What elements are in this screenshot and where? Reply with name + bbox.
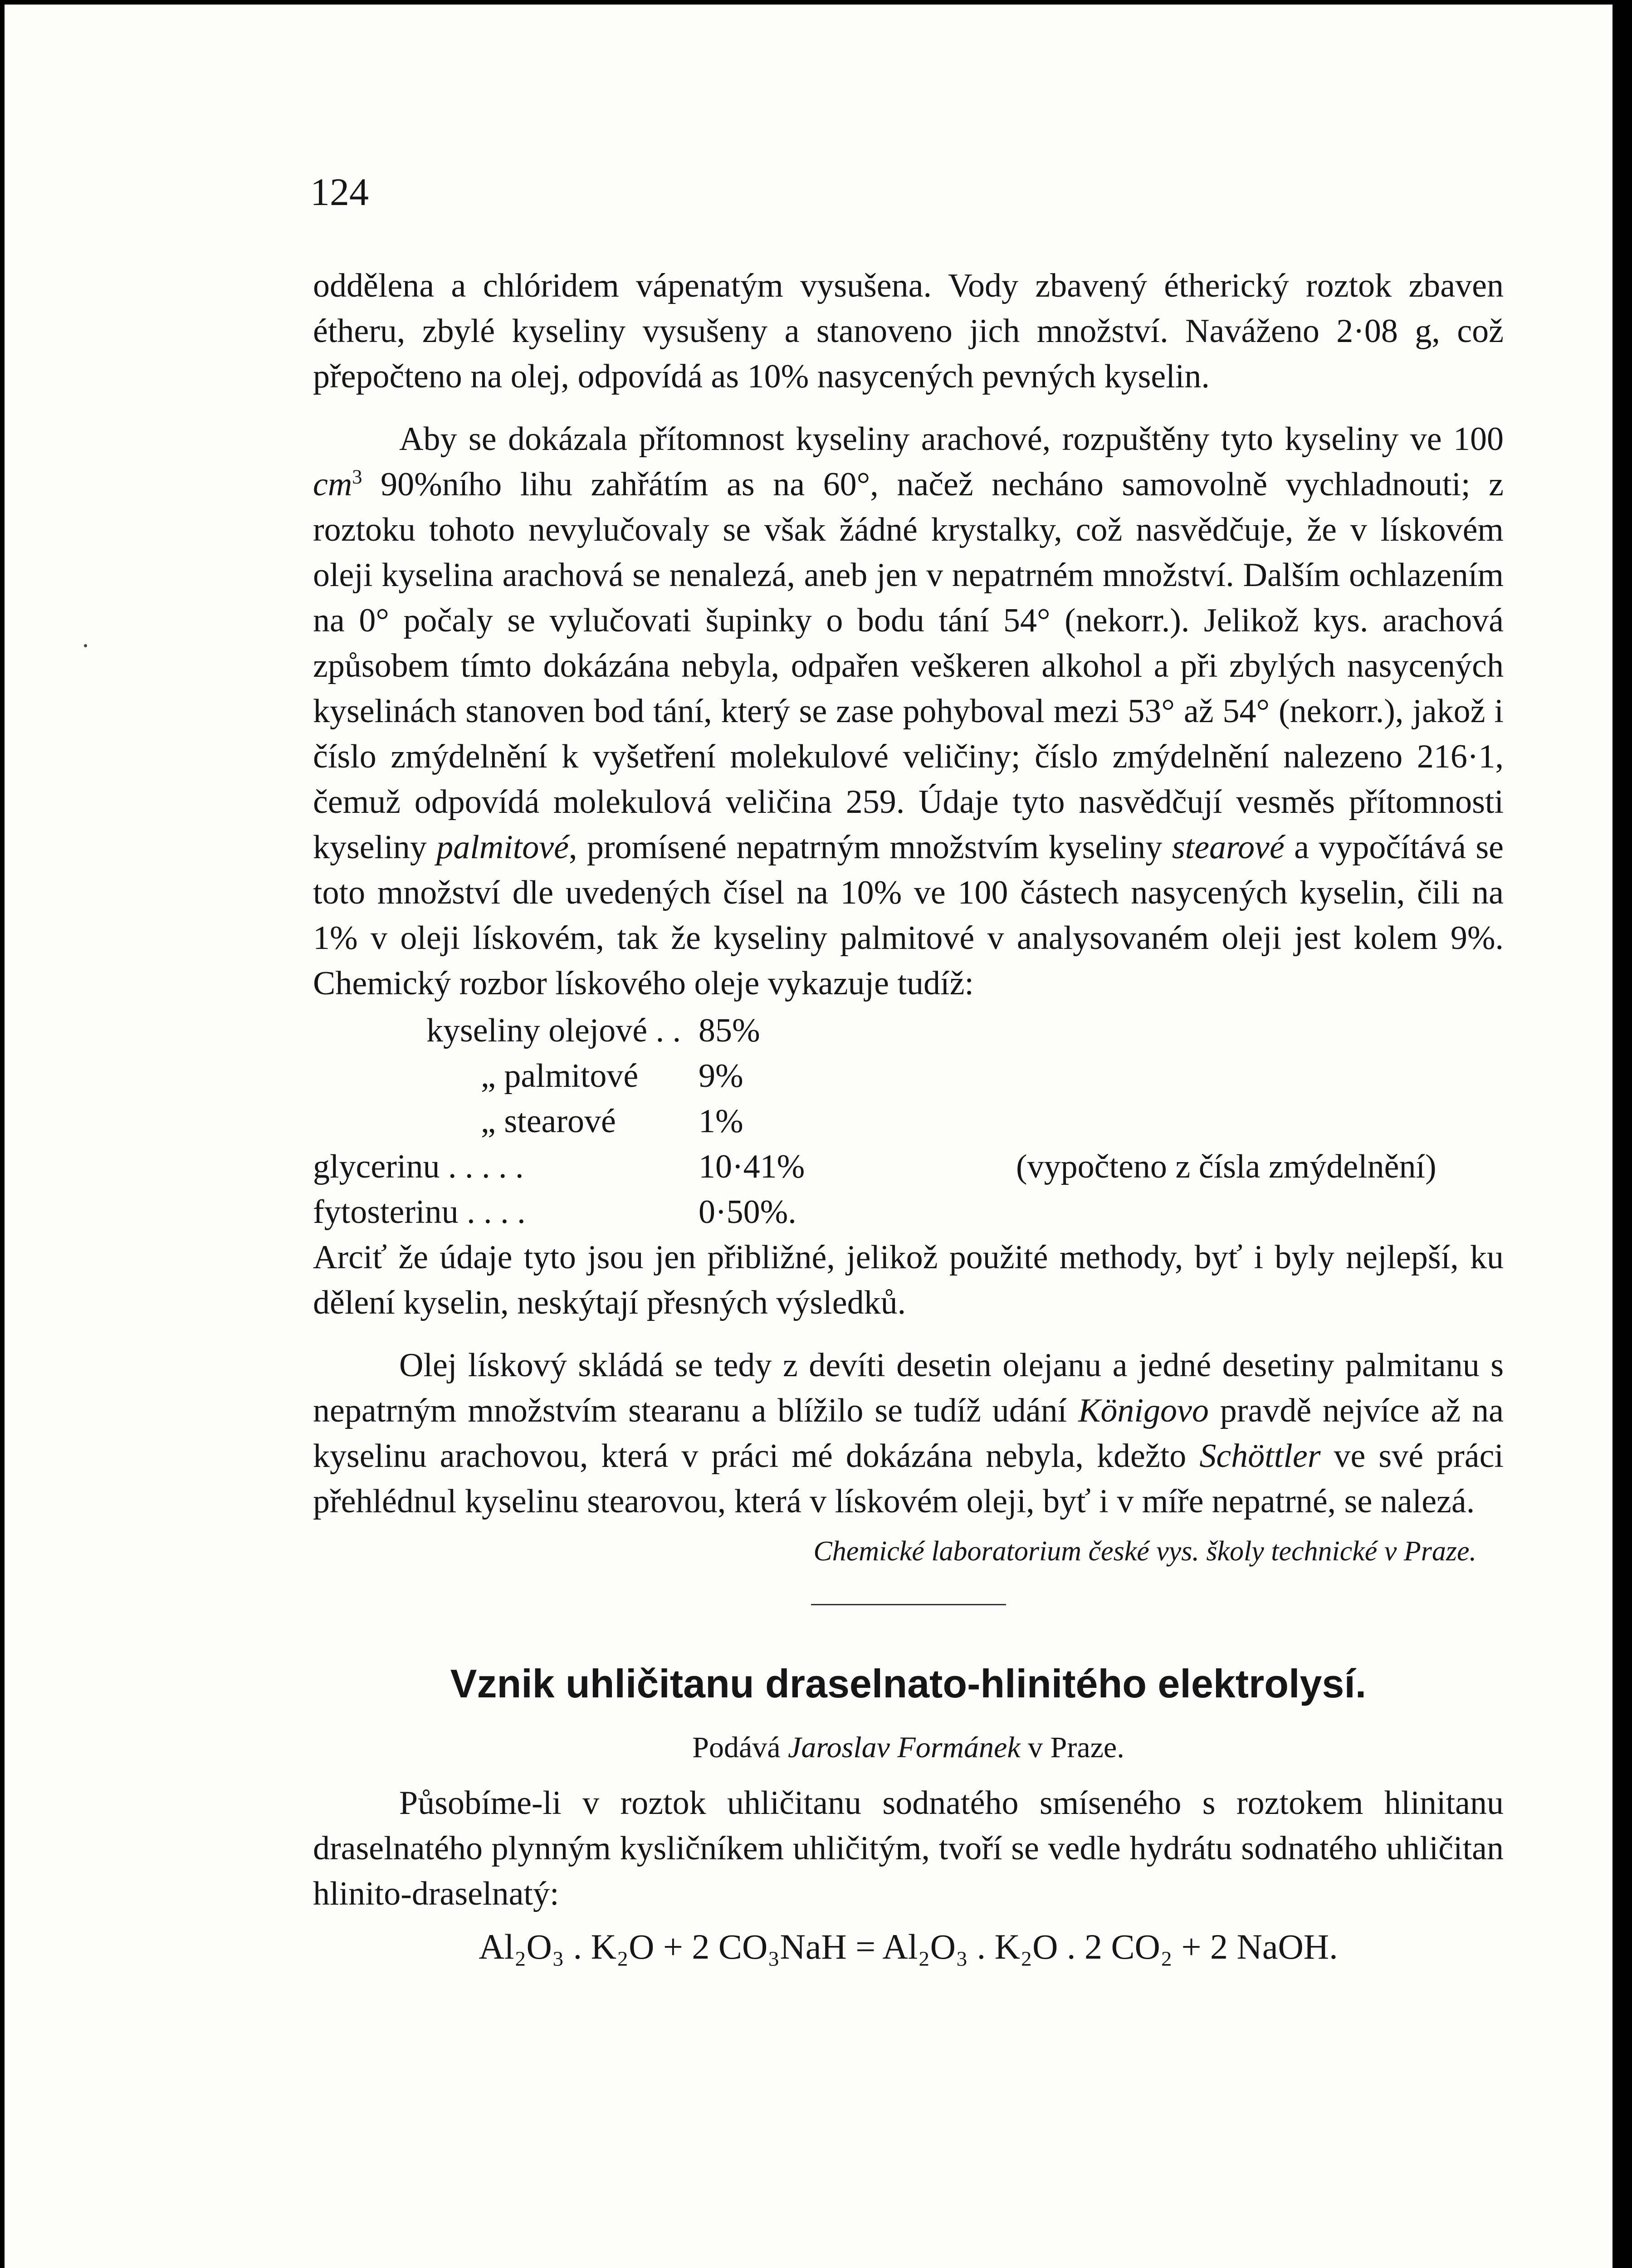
paragraph-2-text: , promísené nepatrným množstvím kyseliny <box>568 829 1172 866</box>
author-konig: Königovo <box>1078 1392 1209 1429</box>
chemical-equation: Al₂O₃ . K₂O + 2 CO₃NaH = Al₂O₃ . K₂O . 2 CO₂ + 2 NaOH. <box>479 1927 1338 1966</box>
composition-note <box>1016 1099 1504 1144</box>
text-column <box>313 263 1504 1972</box>
composition-label: „ stearové <box>481 1103 616 1140</box>
composition-value: 1% <box>699 1103 743 1140</box>
paragraph-4-text: Olej lískový skládá se tedy z devíti desetin olejanu a jedné desetiny palmitanu s nepatrným množstvím stearanu a blížilo se tudíž udání <box>313 1347 1504 1429</box>
section-divider <box>811 1604 1006 1605</box>
affiliation: Chemické laboratorium české vys. školy technické v Praze. <box>813 1536 1476 1567</box>
unit-exponent: 3 <box>352 465 362 488</box>
composition-value: 9% <box>699 1057 743 1095</box>
composition-row <box>313 1099 1504 1144</box>
composition-note <box>1016 1053 1504 1099</box>
composition-label: fytosterinu . . . . <box>313 1193 526 1231</box>
composition-note: (vypočteno z čísla zmýdelnění) <box>1016 1148 1437 1185</box>
composition-note <box>1016 1189 1504 1235</box>
margin-speck <box>84 644 87 647</box>
composition-label: glycerinu . . . . . <box>313 1148 524 1185</box>
composition-row <box>313 1008 1504 1053</box>
paragraph-2 <box>313 416 1504 1006</box>
byline-suffix: v Praze. <box>1020 1731 1124 1764</box>
composition-value: 85% <box>699 1012 760 1049</box>
paragraph-4-text: pravdě nejvíce až na kyselinu arachovou, která v práci mé dokázána nebyla, kdežto <box>313 1392 1504 1475</box>
composition-value: 0·50%. <box>699 1193 796 1231</box>
composition-table <box>313 1008 1504 1235</box>
composition-row <box>313 1144 1504 1189</box>
article-title: Vznik uhličitanu draselnato-hlinitého elektrolysí. <box>450 1661 1367 1706</box>
term-palmitic: palmitové <box>436 829 569 866</box>
paragraph-2-text: 90%ního lihu zahřátím as na 60°, načež necháno samovolně vychladnouti; z roztoku tohoto nevylučovaly se však žádné krystalky, což nasvědčuje, že v lískovém oleji kyselina arachová se nenalezá, aneb jen v nepatrném množství. Dalším ochlazením na 0° počaly se vylučovati šupinky o bodu tání 54° (nekorr.). Jelikož kys. arachová způsobem tímto dokázána nebyla, odpařen veškeren alkohol a při zbylých nasycených kyselinách stanoven bod tání, který se zase pohyboval mezi 53° až 54° (nekorr.), jakož i číslo zmýdelnění k vyšetření molekulové veličiny; číslo zmýdelnění nalezeno 216·1, čemuž odpovídá molekulová veličina 259. Údaje tyto nasvědčují vesměs přítomnosti kyseliny <box>313 466 1504 866</box>
composition-value: 10·41% <box>699 1148 805 1185</box>
paragraph-2-text: a vypočítává se toto množství dle uvedených čísel na 10% ve 100 částech nasycených kyselin, čili na 1% v oleji lískovém, tak že kyseliny palmitové v analysovaném oleji jest kolem 9%. Chemický rozbor lískového oleje vykazuje tudíž: <box>313 829 1504 1002</box>
unit-cm: cm <box>313 466 352 503</box>
paragraph-2-text: Aby se dokázala přítomnost kyseliny arachové, rozpuštěny tyto kyseliny ve 100 <box>399 420 1504 458</box>
page-sheet <box>5 5 1612 2268</box>
author-schottler: Schöttler <box>1199 1437 1321 1475</box>
composition-note <box>1016 1008 1504 1053</box>
composition-row <box>313 1189 1504 1235</box>
composition-label: „ palmitové <box>481 1057 639 1095</box>
paragraph-1: oddělena a chlóridem vápenatým vysušena. Vody zbavený étherický roztok zbaven étheru, zbylé kyseliny vysušeny a stanoveno jich množství. Naváženo 2·08 g, což přepočteno na olej, odpovídá as 10% nasycených pevných kyselin. <box>313 267 1504 395</box>
composition-label: kyseliny olejové . . <box>426 1012 681 1049</box>
paragraph-3: Arciť že údaje tyto jsou jen přibližné, jelikož použité methody, byť i byly nejlepší, ku dělení kyselin, neskýtají přesných výsledků. <box>313 1239 1504 1321</box>
byline-prefix: Podává <box>692 1731 788 1764</box>
term-stearic: stearové <box>1172 829 1285 866</box>
author-name: Jaroslav Formánek <box>788 1731 1021 1764</box>
paragraph-4 <box>313 1343 1504 1524</box>
byline <box>313 1725 1504 1770</box>
paragraph-4-text: ve své práci přehlédnul kyselinu stearovou, která v lískovém oleji, byť i v míře nepatrné, se nalezá. <box>313 1437 1504 1520</box>
article-paragraph: Působíme-li v roztok uhličitanu sodnatého smíseného s roztokem hlinitanu draselnatého plynným kysličníkem uhličitým, tvoří se vedle hydrátu sodnatého uhličitan hlinito-draselnatý: <box>313 1784 1504 1912</box>
composition-row <box>313 1053 1504 1099</box>
page-number: 124 <box>310 170 369 214</box>
